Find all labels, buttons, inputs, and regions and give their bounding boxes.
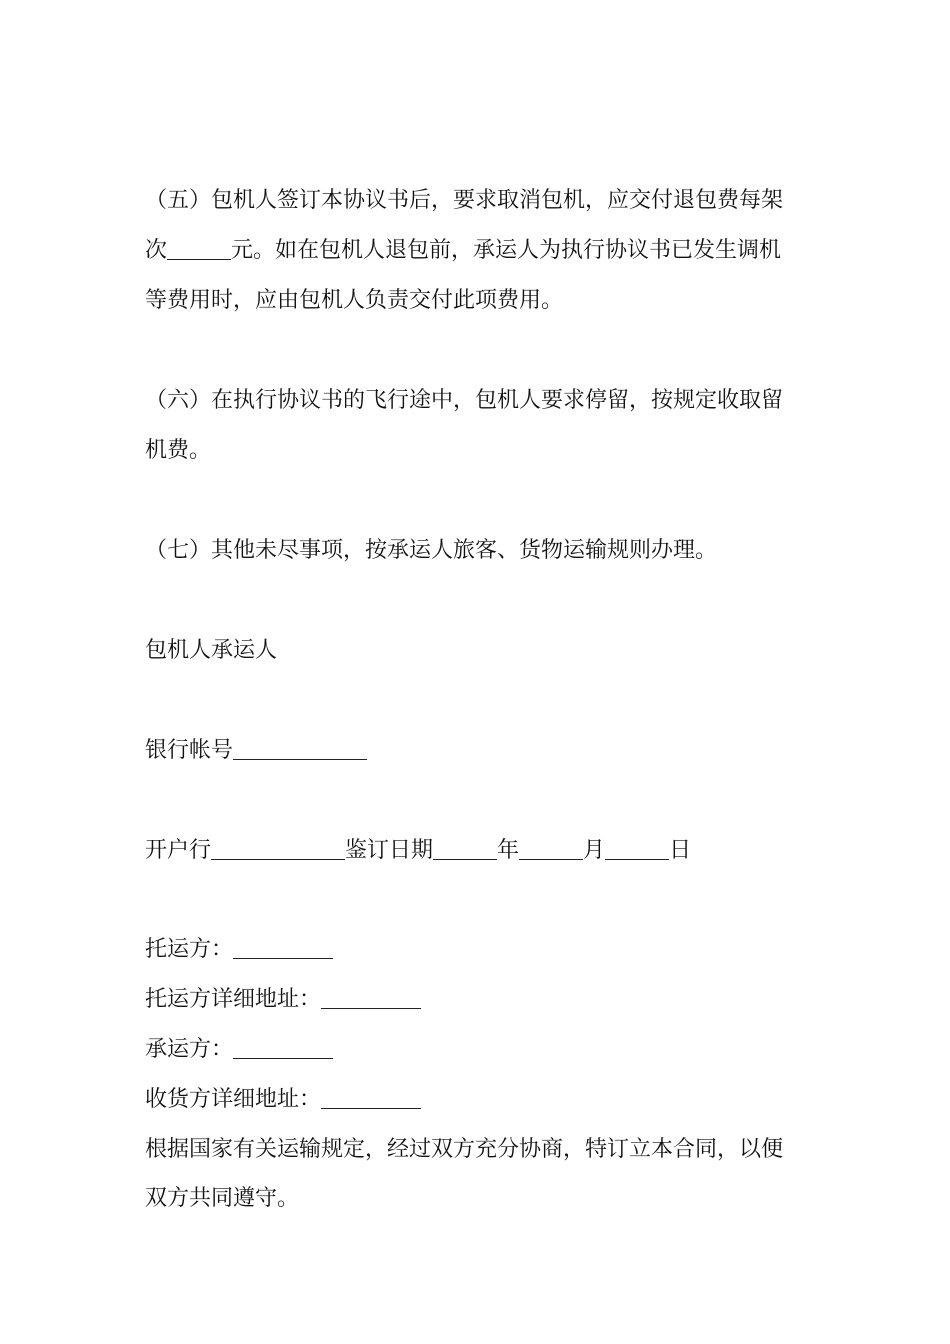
- parties-label: 包机人承运人: [145, 638, 278, 663]
- sign-date-label: 鉴订日期: [345, 838, 434, 863]
- preamble-text: 根据国家有关运输规定，经过双方充分协商，特订立本合同，以便: [145, 1137, 784, 1162]
- clause-5-line-2: [145, 236, 815, 266]
- year-label: 年: [497, 838, 520, 863]
- clause-5-text: 等费用时，应由包机人负责交付此项费用。: [145, 288, 564, 313]
- month-blank: [519, 837, 583, 860]
- clause-5-line-3: [145, 286, 815, 316]
- carrier-label: 承运方：: [145, 1037, 234, 1062]
- shipper-address-blank: [321, 986, 421, 1009]
- carrier-blank: [233, 1036, 333, 1059]
- shipper-blank: [233, 936, 333, 959]
- clause-5-text: （五）包机人签订本协议书后，要求取消包机，应交付退包费每架: [145, 188, 784, 213]
- bank-blank: [211, 837, 345, 860]
- preamble-text: 双方共同遵守。: [145, 1186, 300, 1211]
- shipper-label: 托运方：: [145, 937, 234, 962]
- bank-label: 开户行: [145, 838, 212, 863]
- consignee-address-blank: [321, 1086, 421, 1109]
- day-blank: [605, 837, 669, 860]
- bank-account-label: 银行帐号: [145, 738, 234, 763]
- clause-6-line-2: [145, 436, 815, 466]
- clause-7-line-1: [145, 536, 815, 566]
- consignee-address-label: 收货方详细地址：: [145, 1087, 322, 1112]
- clause-6-line-1: [145, 386, 815, 416]
- preamble-line-1: [145, 1135, 815, 1165]
- clause-7-text: （七）其他未尽事项，按承运人旅客、货物运输规则办理。: [145, 538, 718, 563]
- parties-line: [145, 636, 815, 666]
- day-label: 日: [669, 838, 692, 863]
- shipper-address-line: [145, 985, 815, 1015]
- clause-6-text: （六）在执行协议书的飞行途中，包机人要求停留，按规定收取留: [145, 388, 784, 413]
- shipper-address-label: 托运方详细地址：: [145, 987, 322, 1012]
- fee-blank: [167, 237, 231, 260]
- month-label: 月: [583, 838, 606, 863]
- consignee-address-line: [145, 1085, 815, 1115]
- carrier-line: [145, 1035, 815, 1065]
- bank-date-line: [145, 836, 815, 866]
- year-blank: [433, 837, 497, 860]
- clause-5-text: 元。如在包机人退包前，承运人为执行协议书已发生调机: [231, 238, 782, 263]
- preamble-line-2: [145, 1184, 815, 1214]
- shipper-line: [145, 935, 815, 965]
- clause-5-line-1: [145, 186, 815, 216]
- clause-6-text: 机费。: [145, 438, 212, 463]
- bank-account-line: [145, 736, 815, 766]
- bank-account-blank: [233, 737, 367, 760]
- clause-5-text: 次: [145, 238, 168, 263]
